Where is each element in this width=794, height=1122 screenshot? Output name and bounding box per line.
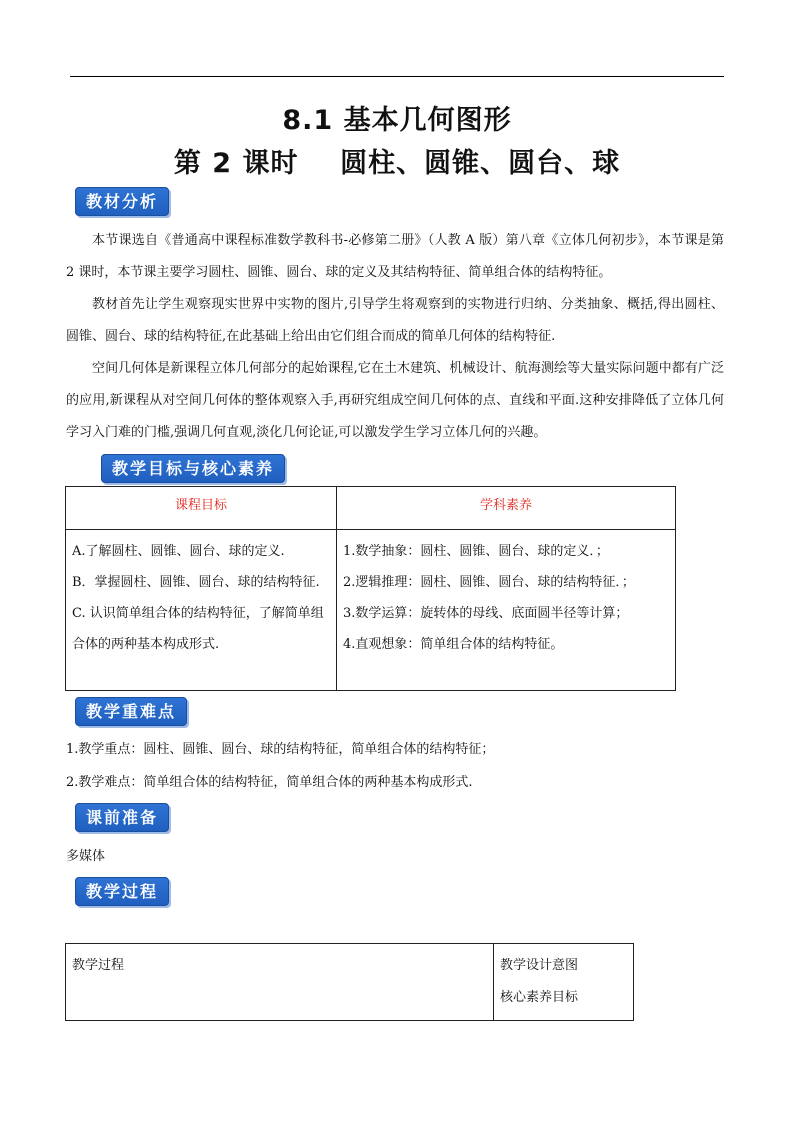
- analysis-paragraph: 教材首先让学生观察现实世界中实物的图片,引导学生将观察到的实物进行归纳、分类抽象、概括,得出圆柱、圆锥、圆台、球的结构特征,在此基础上给出由它们组合而成的简单几何体的结构特征.: [66, 297, 724, 344]
- list-item: 1.数学抽象：圆柱、圆锥、圆台、球的定义．；: [343, 544, 609, 559]
- page-subtitle: 第 2 课时 圆柱、圆锥、圆台、球: [173, 148, 621, 179]
- literacy-cell: [337, 530, 676, 691]
- section-badge-key-points: 教学重难点: [75, 697, 187, 726]
- table-header: 课程目标: [66, 487, 337, 530]
- list-item: 4.直观想象：简单组合体的结构特征。: [343, 637, 564, 652]
- table-header: 学科素养: [337, 487, 676, 530]
- core-literacy-label: 核心素养目标: [500, 990, 579, 1005]
- section-badge-analysis: 教材分析: [75, 187, 169, 216]
- list-item: B．掌握圆柱、圆锥、圆台、球的结构特征.: [72, 575, 320, 590]
- list-item: C. 认识简单组合体的结构特征，了解简单组合体的两种基本构成形式.: [72, 606, 324, 652]
- design-intent-label: 教学设计意图: [500, 958, 579, 973]
- list-item: A.了解圆柱、圆锥、圆台、球的定义.: [72, 544, 285, 559]
- key-point-item: 2.教学难点：简单组合体的结构特征，简单组合体的两种基本构成形式.: [66, 775, 473, 790]
- course-goals-cell: [66, 530, 337, 691]
- analysis-paragraph: 本节课选自《普通高中课程标准数学教科书-必修第二册》（人教 A 版）第八章《立体几何初步》，本节课是第 2 课时，本节课主要学习圆柱、圆锥、圆台、球的定义及其结构特征、简单组合体的结构特征。: [66, 233, 724, 280]
- objectives-table: [65, 486, 676, 691]
- section-badge-process: 教学过程: [75, 877, 169, 906]
- section-badge-objectives: 教学目标与核心素养: [101, 454, 285, 483]
- process-table: [65, 943, 634, 1021]
- section-badge-preparation: 课前准备: [75, 803, 169, 832]
- analysis-paragraph: 空间几何体是新课程立体几何部分的起始课程,它在土木建筑、机械设计、航海测绘等大量实际问题中都有广泛的应用,新课程从对空间几何体的整体观察入手,再研究组成空间几何体的点、直线和平面.这种安排降低了立体几何学习入门难的门槛,强调几何直观,淡化几何论证,可以激发学生学习立体几何的兴趣。: [66, 361, 724, 440]
- top-rule: [70, 76, 724, 77]
- key-point-item: 1.教学重点：圆柱、圆锥、圆台、球的结构特征，简单组合体的结构特征；: [66, 742, 495, 757]
- process-cell: 教学过程: [66, 944, 494, 1021]
- page-title: 8.1 基本几何图形: [282, 105, 512, 136]
- design-intent-cell: [494, 944, 634, 1021]
- preparation-text: 多媒体: [66, 849, 106, 864]
- list-item: 3.数学运算：旋转体的母线、底面圆半径等计算；: [343, 606, 629, 621]
- list-item: 2.逻辑推理：圆柱、圆锥、圆台、球的结构特征．；: [343, 575, 635, 590]
